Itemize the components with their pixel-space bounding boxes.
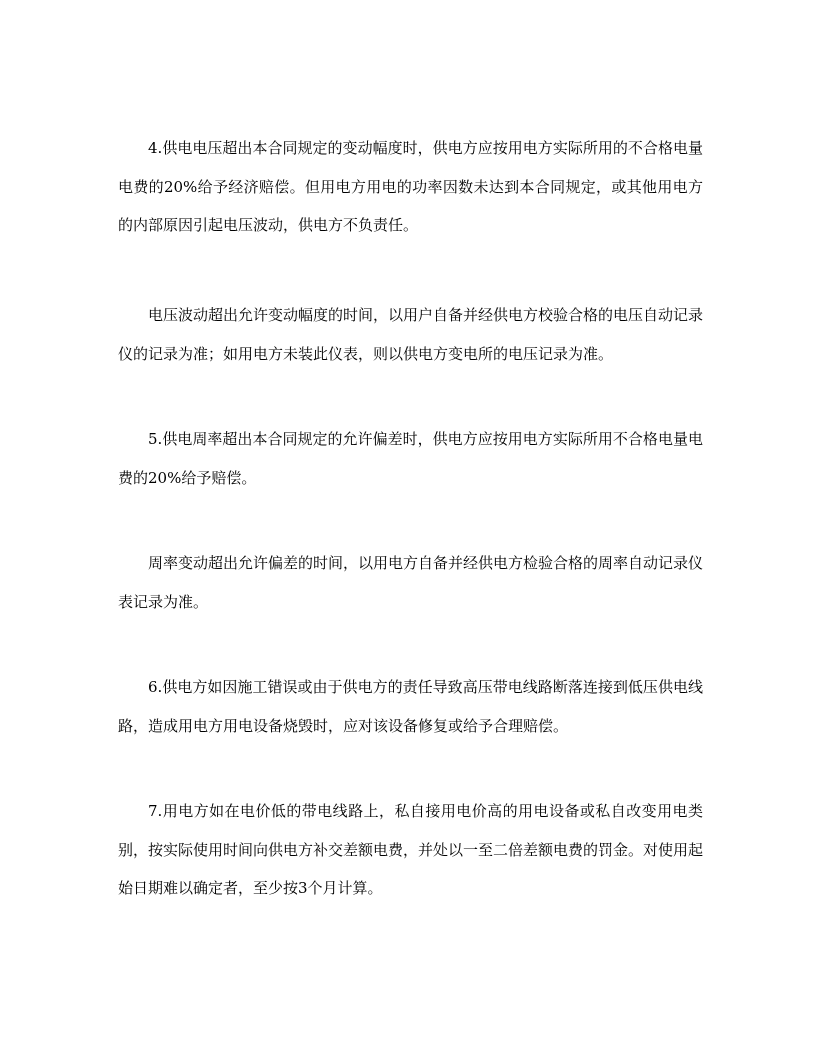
paragraph-frequency-record: 周率变动超出允许偏差的时间，以用电方自备并经供电方检验合格的周率自动记录仪表记录为准。 xyxy=(118,554,704,611)
paragraph-price-category: 7.用电方如在电价低的带电线路上，私自接用电价高的用电设备或私自改变用电类别，按实际使用时间向供电方补交差额电费，并处以一至二倍差额电费的罚金。对使用起始日期难以确定者，至少按3个月计算。 xyxy=(118,802,704,897)
paragraph-voltage-record: 电压波动超出允许变动幅度的时间，以用户自备并经供电方校验合格的电压自动记录仪的记录为准；如用电方未装此仪表，则以供电方变电所的电压记录为准。 xyxy=(118,306,704,363)
paragraph-frequency-deviation: 5.供电周率超出本合同规定的允许偏差时，供电方应按用电方实际所用不合格电量电费的20%给予赔偿。 xyxy=(118,430,703,487)
paragraph-voltage-deviation: 4.供电电压超出本合同规定的变动幅度时，供电方应按用电方实际所用的不合格电量电费的20%给予经济赔偿。但用电方用电的功率因数未达到本合同规定，或其他用电方的内部原因引起电压波动，供电方不负责任。 xyxy=(118,139,703,234)
paragraph-construction-error: 6.供电方如因施工错误或由于供电方的责任导致高压带电线路断落连接到低压供电线路，造成用电方用电设备烧毁时，应对该设备修复或给予合理赔偿。 xyxy=(118,678,703,735)
